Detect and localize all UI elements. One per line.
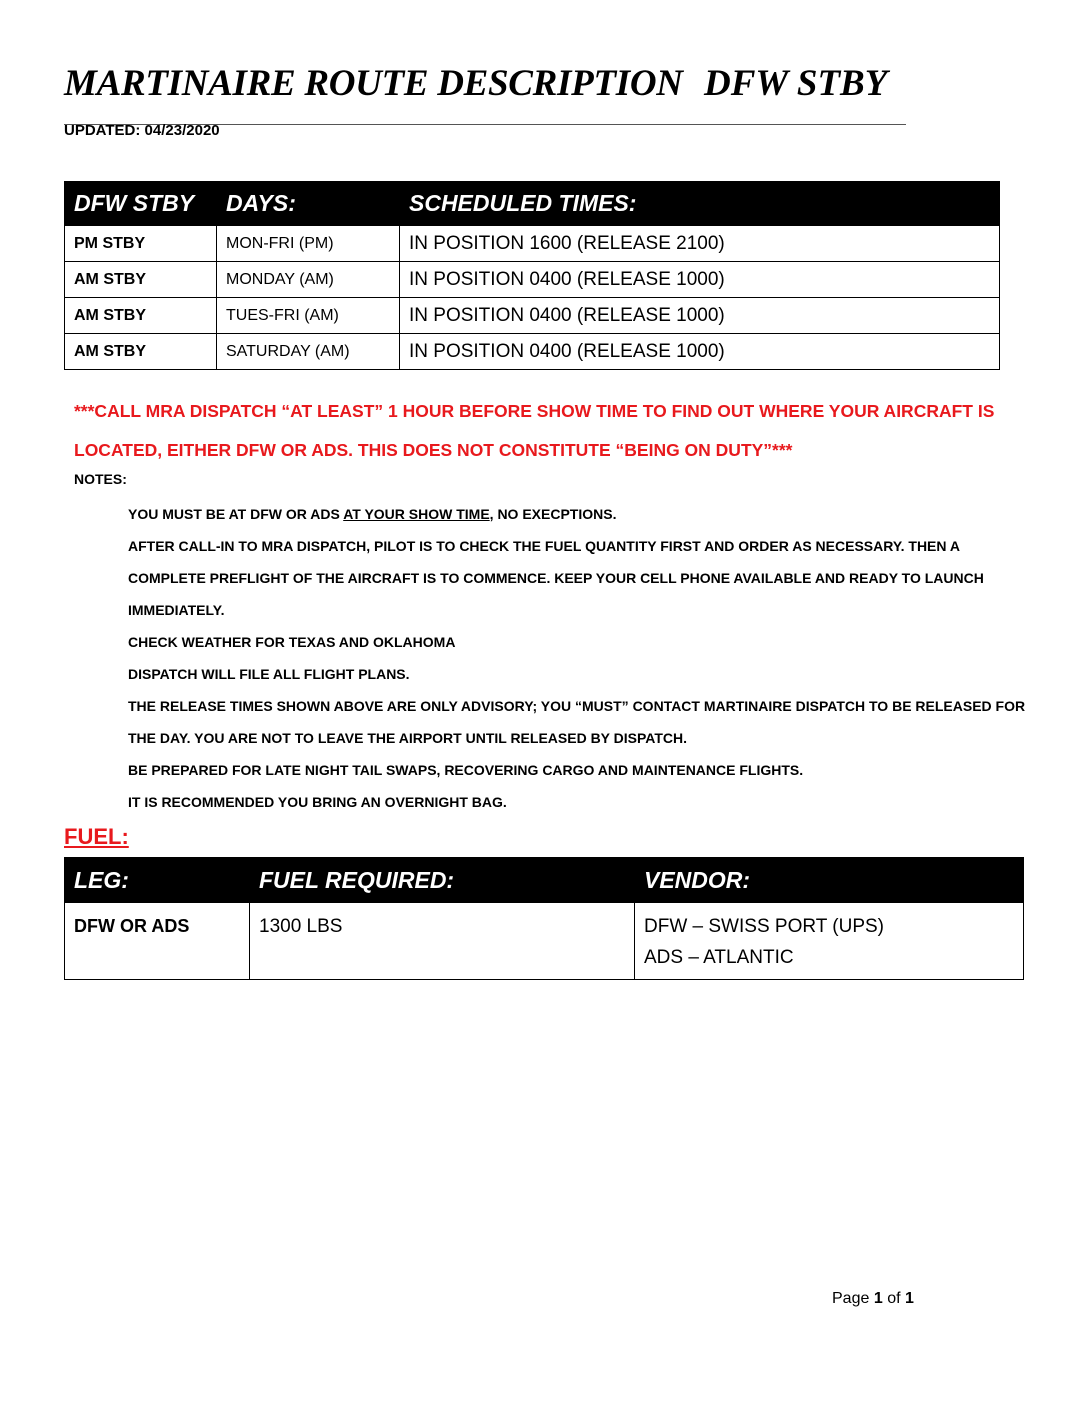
- fuel-table: [64, 857, 1024, 980]
- stby-type: AM STBY: [65, 334, 217, 370]
- schedule-header-days: DAYS:: [217, 182, 400, 226]
- list-item: CHECK WEATHER FOR TEXAS AND OKLAHOMA: [128, 634, 456, 650]
- fuel-heading: FUEL:: [64, 824, 129, 849]
- notes-list: [128, 498, 1028, 818]
- fuel-header-vendor: VENDOR:: [635, 858, 1024, 903]
- stby-days: MONDAY (AM): [217, 262, 400, 298]
- stby-days: TUES-FRI (AM): [217, 298, 400, 334]
- note-text: YOU MUST BE AT DFW OR ADS: [128, 506, 344, 522]
- fuel-required: 1300 LBS: [250, 903, 635, 980]
- document-title: MARTINAIRE ROUTE DESCRIPTION: [64, 63, 683, 104]
- page-word: Page: [832, 1290, 870, 1307]
- stby-times: IN POSITION 1600 (RELEASE 2100): [400, 226, 1000, 262]
- table-row: [65, 903, 1024, 980]
- updated-date: UPDATED: 04/23/2020: [64, 122, 220, 139]
- stby-type: PM STBY: [65, 226, 217, 262]
- vendor-ads: ADS – ATLANTIC: [644, 947, 794, 968]
- stby-times: IN POSITION 0400 (RELEASE 1000): [400, 298, 1000, 334]
- stby-days: MON-FRI (PM): [217, 226, 400, 262]
- table-row: [65, 226, 1000, 262]
- page-number: [832, 1290, 914, 1308]
- list-item: BE PREPARED FOR LATE NIGHT TAIL SWAPS, RECOVERING CARGO AND MAINTENANCE FLIGHTS.: [128, 762, 804, 778]
- stby-times: IN POSITION 0400 (RELEASE 1000): [400, 262, 1000, 298]
- fuel-header-required: FUEL REQUIRED:: [250, 858, 635, 903]
- stby-days: SATURDAY (AM): [217, 334, 400, 370]
- list-item: THE RELEASE TIMES SHOWN ABOVE ARE ONLY ADVISORY; YOU “MUST” CONTACT MARTINAIRE DISPATCH TO BE RELEASED FOR THE DAY. YOU ARE NOT TO LEAVE THE AIRPORT UNTIL RELEASED BY DISPATCH.: [128, 698, 1026, 746]
- schedule-header-row: [65, 182, 1000, 226]
- current-page: 1: [873, 1290, 883, 1307]
- schedule-header-times: SCHEDULED TIMES:: [400, 182, 1000, 226]
- total-pages: 1: [904, 1290, 914, 1307]
- list-item: AFTER CALL-IN TO MRA DISPATCH, PILOT IS TO CHECK THE FUEL QUANTITY FIRST AND ORDER AS NECESSARY. THEN A COMPLETE PREFLIGHT OF THE AIRCRAFT IS TO COMMENCE. KEEP YOUR CELL PHONE AVAILABLE AND READY TO LAUNCH IMMEDIATELY.: [128, 538, 984, 618]
- note-underlined: AT YOUR SHOW TIME: [343, 506, 490, 522]
- schedule-table: [64, 181, 1000, 370]
- fuel-leg: DFW OR ADS: [65, 903, 250, 980]
- of-word: of: [887, 1290, 901, 1307]
- stby-times: IN POSITION 0400 (RELEASE 1000): [400, 334, 1000, 370]
- fuel-vendor: [635, 903, 1024, 980]
- table-row: [65, 334, 1000, 370]
- vendor-dfw: DFW – SWISS PORT (UPS): [644, 916, 884, 937]
- route-name: DFW STBY: [704, 63, 888, 104]
- table-row: [65, 298, 1000, 334]
- list-item: DISPATCH WILL FILE ALL FLIGHT PLANS.: [128, 666, 410, 682]
- notes-label: NOTES:: [74, 471, 127, 487]
- stby-type: AM STBY: [65, 298, 217, 334]
- list-item: IT IS RECOMMENDED YOU BRING AN OVERNIGHT BAG.: [128, 794, 507, 810]
- dispatch-warning: ***CALL MRA DISPATCH “AT LEAST” 1 HOUR BEFORE SHOW TIME TO FIND OUT WHERE YOUR AIRCRAFT IS LOCATED, EITHER DFW OR ADS. THIS DOES NOT CONSTITUTE “BEING ON DUTY”***: [74, 401, 995, 460]
- schedule-header-stby: DFW STBY: [65, 182, 217, 226]
- note-text: , NO EXECPTIONS.: [489, 506, 617, 522]
- stby-type: AM STBY: [65, 262, 217, 298]
- fuel-header-leg: LEG:: [65, 858, 250, 903]
- table-row: [65, 262, 1000, 298]
- list-item: [128, 498, 1028, 530]
- fuel-header-row: [65, 858, 1024, 903]
